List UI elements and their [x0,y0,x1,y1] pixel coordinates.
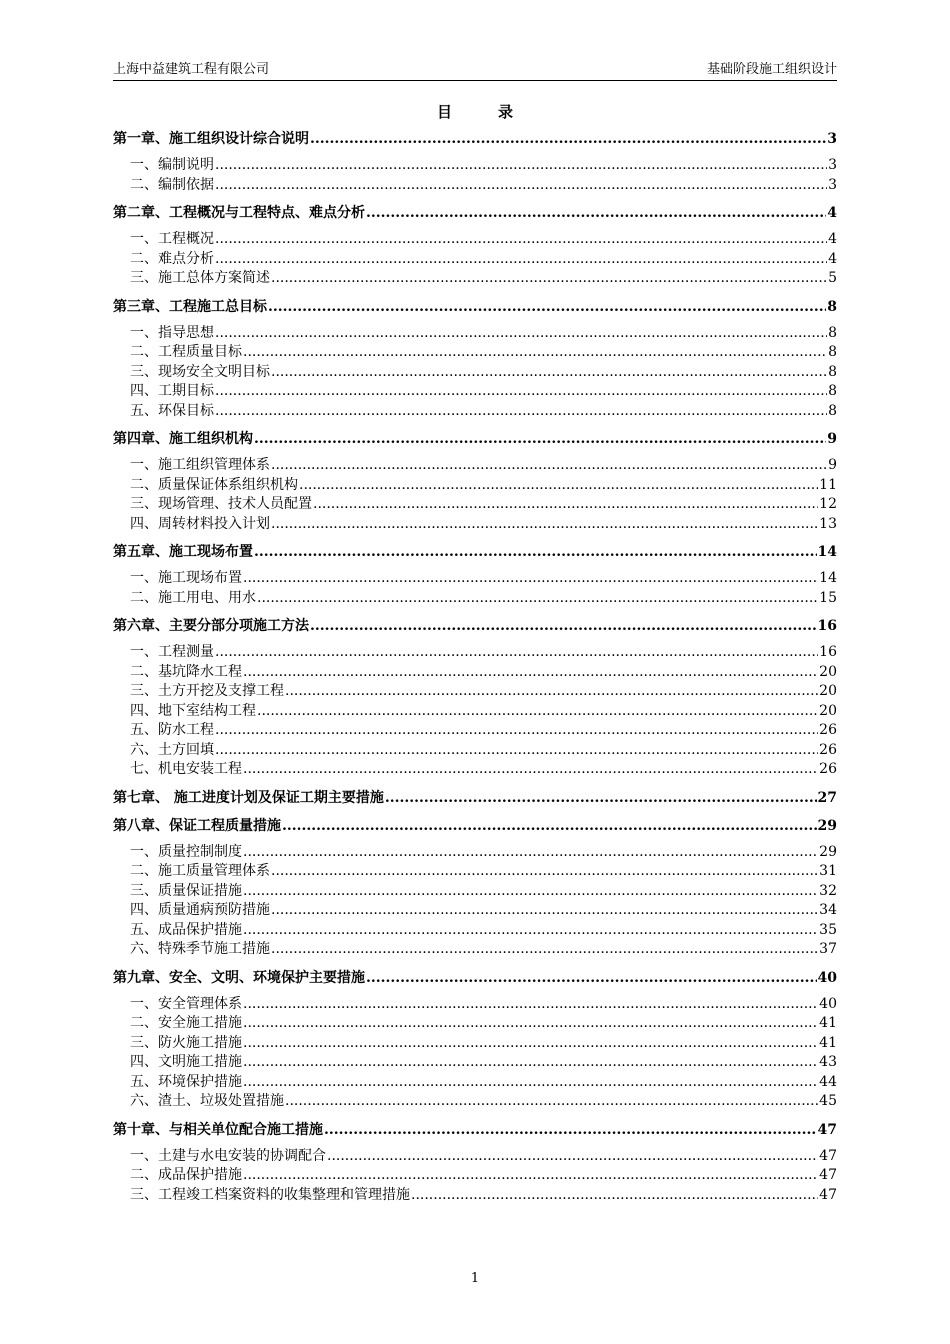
toc-section-title: 六、特殊季节施工措施 [130,941,270,957]
toc-section-entry[interactable] [113,702,837,722]
toc-leader-dots [243,995,818,1015]
toc-section-page: 34 [819,902,837,918]
toc-leader-dots [257,589,818,609]
page-header [113,58,837,81]
toc-section-page: 20 [819,702,837,719]
toc-section-title: 三、土方开挖及支撑工程 [130,683,284,699]
toc-section-entry[interactable] [113,882,837,902]
toc-section-page: 3 [828,157,837,173]
toc-section-page: 13 [819,515,837,532]
toc-section-entry[interactable] [113,721,837,741]
toc-chapter-page: 27 [817,789,837,806]
toc-section-entry[interactable] [113,1147,837,1167]
toc-section-page: 44 [819,1073,837,1090]
toc-section-title: 二、基坑降水工程 [130,663,242,680]
toc-section-entry[interactable] [113,1014,837,1034]
toc-leader-dots [243,1014,818,1034]
toc-leader-dots [254,430,826,449]
toc-section-title: 五、成品保护措施 [130,921,242,938]
toc-section-entry[interactable] [113,343,837,363]
toc-section-entry[interactable] [113,843,837,863]
toc-section-title: 一、施工组织管理体系 [130,457,270,473]
toc-section-page: 35 [819,921,837,938]
toc-section-page: 41 [819,1034,837,1051]
toc-leader-dots [215,741,818,761]
toc-chapter-entry[interactable] [113,969,837,988]
toc-section-entry[interactable] [113,495,837,515]
toc-title: 目录 [436,103,559,121]
toc-leader-dots [215,643,818,663]
toc-chapter-entry[interactable] [113,617,837,636]
toc-section-page: 15 [819,589,837,606]
toc-section-entry[interactable] [113,901,837,921]
toc-section-title: 一、施工现场布置 [130,570,242,586]
toc-section-title: 三、质量保证措施 [130,882,242,899]
toc-section-title: 五、防水工程 [130,722,214,738]
toc-leader-dots [243,882,818,902]
toc-section-title: 七、机电安装工程 [130,761,242,777]
toc-leader-dots [313,495,818,515]
toc-section-title: 二、安全施工措施 [130,1015,242,1031]
table-of-contents [113,130,837,1205]
toc-section-entry[interactable] [113,363,837,383]
toc-leader-dots [271,901,818,921]
toc-section-entry[interactable] [113,269,837,289]
toc-section-title: 四、质量通病预防措施 [130,902,270,918]
toc-chapter-page: 29 [817,817,837,834]
toc-chapter-page: 16 [817,618,837,634]
toc-section-title: 六、土方回填 [130,741,214,758]
toc-leader-dots [271,515,818,535]
toc-section-entry[interactable] [113,156,837,176]
toc-section-page: 5 [828,270,837,286]
toc-section-entry[interactable] [113,176,837,196]
toc-section-page: 9 [828,457,837,473]
toc-section-entry[interactable] [113,1092,837,1112]
toc-leader-dots [385,789,817,808]
toc-chapter-page: 9 [827,431,837,447]
toc-leader-dots [243,921,818,941]
toc-section-page: 8 [828,324,837,341]
toc-leader-dots [243,343,827,363]
toc-leader-dots [243,1034,818,1054]
toc-section-title: 一、土建与水电安装的协调配合 [130,1147,326,1164]
toc-leader-dots [271,862,818,882]
toc-section-entry[interactable] [113,1166,837,1186]
toc-section-entry[interactable] [113,1053,837,1073]
toc-section-title: 一、工程概况 [130,231,214,247]
toc-chapter-entry[interactable] [113,543,837,562]
toc-section-entry[interactable] [113,569,837,589]
toc-section-entry[interactable] [113,589,837,609]
page-number: 1 [470,1271,480,1286]
toc-section-page: 12 [819,496,837,512]
toc-chapter-title: 第六章、主要分部分项施工方法 [113,618,309,634]
toc-section-title: 三、施工总体方案简述 [130,270,270,286]
toc-leader-dots [268,298,826,317]
toc-leader-dots [366,204,826,223]
toc-section-page: 8 [828,383,837,399]
toc-leader-dots [282,817,817,836]
toc-chapter-page: 47 [817,1121,837,1138]
toc-section-title: 二、工程质量目标 [130,344,242,360]
toc-leader-dots [215,250,827,270]
toc-leader-dots [324,1121,817,1140]
toc-section-title: 一、指导思想 [130,324,214,341]
toc-section-page: 41 [819,1015,837,1031]
toc-leader-dots [243,1073,818,1093]
toc-chapter-page: 3 [827,131,837,147]
toc-section-title: 五、环保目标 [130,402,214,419]
toc-leader-dots [215,176,827,196]
toc-section-page: 26 [819,741,837,758]
toc-leader-dots [285,682,818,702]
toc-section-page: 29 [819,843,837,860]
toc-section-entry[interactable] [113,324,837,344]
toc-chapter-entry[interactable] [113,298,837,317]
toc-section-page: 3 [828,176,837,193]
toc-chapter-title: 第四章、施工组织机构 [113,431,253,447]
toc-chapter-page: 40 [817,969,837,986]
toc-section-title: 三、现场安全文明目标 [130,363,270,380]
toc-section-entry[interactable] [113,862,837,882]
toc-leader-dots [243,843,818,863]
toc-leader-dots [215,156,827,176]
toc-section-page: 26 [819,761,837,777]
toc-chapter-title: 第九章、安全、文明、环境保护主要措施 [113,969,365,986]
toc-section-page: 31 [819,863,837,879]
toc-section-page: 45 [819,1093,837,1109]
toc-section-title: 四、周转材料投入计划 [130,515,270,532]
toc-leader-dots [243,1166,818,1186]
toc-section-page: 47 [819,1186,837,1203]
toc-section-entry[interactable] [113,741,837,761]
toc-section-page: 8 [828,344,837,360]
toc-section-title: 三、防火施工措施 [130,1034,242,1051]
toc-section-page: 43 [819,1054,837,1070]
toc-section-entry[interactable] [113,643,837,663]
toc-chapter-entry[interactable] [113,789,837,808]
toc-section-entry[interactable] [113,921,837,941]
toc-section-title: 二、成品保护措施 [130,1167,242,1183]
toc-chapter-title: 第二章、工程概况与工程特点、难点分析 [113,205,365,221]
toc-leader-dots [310,617,817,636]
toc-section-page: 26 [819,722,837,738]
toc-chapter-entry[interactable] [113,430,837,449]
toc-chapter-title: 第十章、与相关单位配合施工措施 [113,1121,323,1138]
toc-leader-dots [257,702,818,722]
toc-section-page: 32 [819,882,837,899]
toc-chapter-entry[interactable] [113,204,837,223]
toc-leader-dots [215,721,818,741]
toc-section-page: 16 [819,644,837,660]
toc-section-title: 二、施工用电、用水 [130,589,256,606]
toc-section-entry[interactable] [113,515,837,535]
toc-chapter-entry[interactable] [113,817,837,836]
toc-section-title: 三、工程竣工档案资料的收集整理和管理措施 [130,1186,410,1203]
toc-section-entry[interactable] [113,230,837,250]
toc-section-title: 三、现场管理、技术人员配置 [130,496,312,512]
toc-section-title: 四、工期目标 [130,383,214,399]
toc-section-title: 一、工程测量 [130,644,214,660]
toc-leader-dots [243,760,818,780]
toc-section-title: 一、质量控制制度 [130,843,242,860]
toc-section-page: 4 [828,231,837,247]
toc-leader-dots [271,456,827,476]
toc-section-entry[interactable] [113,402,837,422]
toc-leader-dots [299,476,818,496]
toc-leader-dots [215,382,827,402]
toc-section-entry[interactable] [113,1034,837,1054]
toc-leader-dots [310,130,826,149]
toc-section-entry[interactable] [113,476,837,496]
toc-section-page: 14 [819,570,837,586]
toc-section-entry[interactable] [113,940,837,960]
toc-leader-dots [254,543,817,562]
toc-section-entry[interactable] [113,682,837,702]
toc-leader-dots [271,363,827,383]
toc-section-page: 40 [819,995,837,1012]
toc-section-entry[interactable] [113,382,837,402]
toc-leader-dots [285,1092,818,1112]
toc-leader-dots [243,1053,818,1073]
toc-chapter-title: 第八章、保证工程质量措施 [113,817,281,834]
toc-leader-dots [215,402,827,422]
toc-section-title: 五、环境保护措施 [130,1073,242,1090]
toc-section-title: 二、编制依据 [130,176,214,193]
toc-section-page: 47 [819,1167,837,1183]
toc-section-page: 4 [828,250,837,267]
toc-section-title: 一、安全管理体系 [130,995,242,1012]
toc-section-page: 37 [819,941,837,957]
toc-section-entry[interactable] [113,456,837,476]
toc-section-entry[interactable] [113,250,837,270]
toc-chapter-entry[interactable] [113,130,837,149]
toc-section-title: 一、编制说明 [130,157,214,173]
toc-chapter-title: 第五章、施工现场布置 [113,544,253,560]
toc-leader-dots [215,324,827,344]
toc-chapter-title: 第七章、 施工进度计划及保证工期主要措施 [113,789,384,806]
toc-chapter-title: 第一章、施工组织设计综合说明 [113,131,309,147]
toc-section-title: 六、渣土、垃圾处置措施 [130,1093,284,1109]
toc-section-page: 8 [828,402,837,419]
toc-leader-dots [271,940,818,960]
toc-section-page: 47 [819,1147,837,1164]
toc-section-entry[interactable] [113,995,837,1015]
toc-chapter-title: 第三章、工程施工总目标 [113,298,267,315]
toc-section-page: 20 [819,663,837,680]
toc-section-entry[interactable] [113,1186,837,1206]
toc-section-page: 8 [828,363,837,380]
toc-section-title: 二、质量保证体系组织机构 [130,476,298,493]
toc-section-title: 二、施工质量管理体系 [130,863,270,879]
toc-chapter-page: 8 [827,298,837,315]
toc-leader-dots [271,269,827,289]
toc-section-page: 11 [819,476,837,493]
toc-leader-dots [215,230,827,250]
toc-section-title: 二、难点分析 [130,250,214,267]
toc-leader-dots [243,569,818,589]
toc-section-entry[interactable] [113,663,837,683]
header-company: 上海中益建筑工程有限公司 [113,62,270,77]
toc-leader-dots [243,663,818,683]
toc-section-title: 四、文明施工措施 [130,1054,242,1070]
toc-leader-dots [366,969,817,988]
toc-section-page: 20 [819,683,837,699]
toc-leader-dots [327,1147,818,1167]
toc-chapter-page: 14 [817,544,837,560]
toc-section-entry[interactable] [113,760,837,780]
toc-chapter-entry[interactable] [113,1121,837,1140]
toc-chapter-page: 4 [827,205,837,221]
toc-section-entry[interactable] [113,1073,837,1093]
header-document-title: 基础阶段施工组织设计 [706,62,837,77]
toc-leader-dots [411,1186,818,1206]
toc-section-title: 四、地下室结构工程 [130,702,256,719]
